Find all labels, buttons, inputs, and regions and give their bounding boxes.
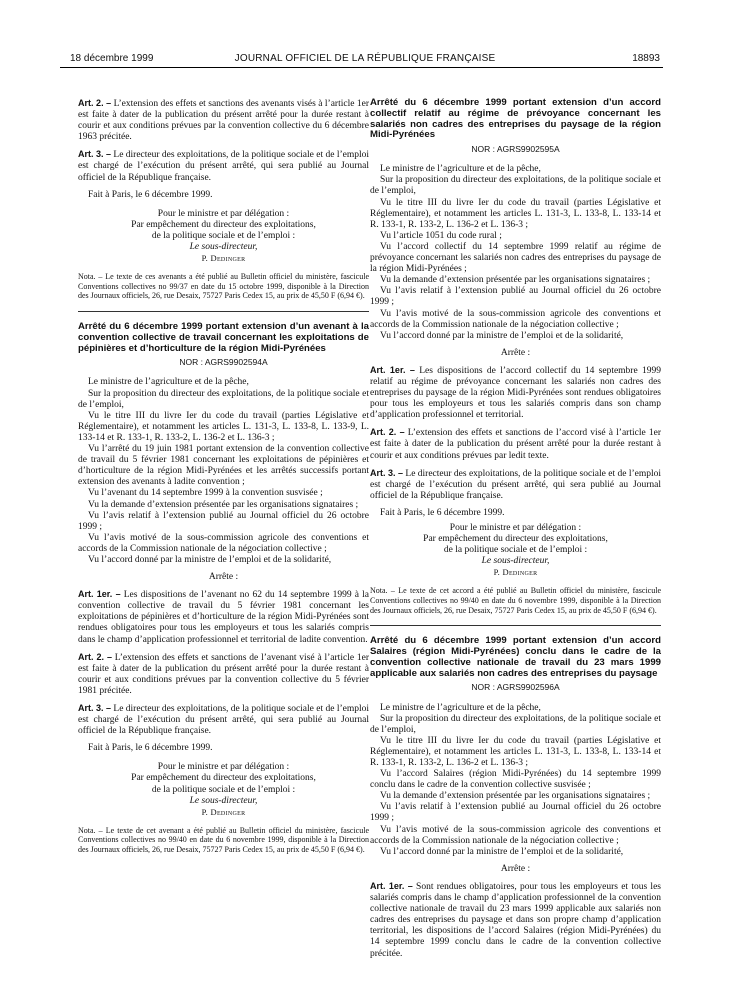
visa: Vu l’avis motivé de la sous-commission agricole des conventions et accords de la Commission nationale de la négociation collective ;: [370, 308, 661, 330]
visa: Le ministre de l’agriculture et de la pêche,: [380, 702, 541, 713]
right-column: [370, 98, 661, 966]
signature-line: Pour le ministre et par délégation :: [449, 523, 582, 533]
fait-a-paris: Fait à Paris, le 6 décembre 1999.: [88, 743, 213, 754]
signature-line: Par empêchement du directeur des exploitations,: [423, 534, 608, 545]
left-column: [78, 98, 369, 855]
visa: Vu l’accord donné par la ministre de l’emploi et de la solidarité,: [380, 846, 624, 857]
signature-line: de la politique sociale et de l’emploi :: [443, 545, 588, 556]
visa: Vu le titre III du livre Ier du code du travail (parties Législative et Réglementaire), et notamment les articles L. 131-3, L. 133-8, L. 133-9, L. 133-14 et R. 133-1, R. 133-2, L. 136-2 et L. 136-3 ;: [78, 410, 369, 443]
fait-a-paris: Fait à Paris, le 6 décembre 1999.: [88, 189, 213, 200]
fait-a-paris: Fait à Paris, le 6 décembre 1999.: [380, 507, 505, 518]
article-3: Art. 3. – Le directeur des exploitations, de la politique sociale et de l’emploi est chargé de l’exécution du présent arrêté, qui sera publié au Journal officiel de la République française.: [370, 467, 662, 501]
signatory-name: P. Dedinger: [493, 567, 538, 578]
signature-line: Par empêchement du directeur des exploitations,: [131, 219, 316, 230]
visa: Vu l’avis relatif à l’extension publié au Journal officiel du 26 octobre 1999 ;: [370, 802, 661, 824]
visa: Le ministre de l’agriculture et de la pêche,: [380, 164, 541, 175]
visa: Vu l’avis motivé de la sous-commission agricole des conventions et accords de la Commission nationale de la négociation collective ;: [370, 824, 661, 846]
visa: Vu l’avenant du 14 septembre 1999 à la convention susvisée ;: [88, 488, 323, 499]
nota: Nota. – Le texte de cet accord a été publié au Bulletin officiel du ministère, fascicule Conventions collectives no 99/40 en date du 6 novembre 1999, disponible à la Direction des Journaux officiels, 26, rue Desaix, 75727 Paris Cedex 15, au prix de 45,50 F (6,94 €).: [370, 586, 661, 615]
visa: Vu l’article 1051 du code rural ;: [380, 230, 502, 241]
visa: Vu la demande d’extension présentée par les organisations signataires ;: [380, 791, 651, 802]
visa: Le ministre de l’agriculture et de la pêche,: [88, 377, 249, 388]
decree-title: Arrêté du 6 décembre 1999 portant extension d’un accord Salaires (région Midi-Pyrénées) conclu dans le cadre de la convention collective nationale de travail du 23 mars 1999 applicable aux salariés non cadres des entreprises du paysage: [370, 635, 661, 679]
nor-reference: NOR : AGRS9902596A: [471, 682, 560, 693]
header-date: 18 décembre 1999: [70, 53, 154, 64]
nota: Nota. – Le texte de ces avenants a été publié au Bulletin officiel du ministère, fascicule Conventions collectives no 99/37 en date du 15 octobre 1999, disponible à la Direction des Journaux officiels, 26, rue Desaix, 75727 Paris Cedex 15, au prix de 45,50 F (6,94 €).: [78, 272, 369, 301]
visa: Vu l’avis motivé de la sous-commission agricole des conventions et accords de la Commission nationale de la négociation collective ;: [78, 532, 369, 554]
visa: Vu le titre III du livre Ier du code du travail (parties Législative et Réglementaire), et notamment les articles L. 131-3, L. 133-8, L. 133-14 et R. 133-1, R. 133-2, L. 136-2 et L. 136-3 ;: [370, 735, 661, 768]
visa: Vu le titre III du livre Ier du code du travail (parties Législative et Réglementaire), et notamment les articles L. 131-3, L. 133-8, L. 133-14 et R. 133-1, R. 133-2, L. 136-2 et L. 136-3 ;: [370, 197, 661, 230]
visa: Vu la demande d’extension présentée par les organisations signataires ;: [88, 499, 359, 510]
page-header: [70, 53, 660, 67]
visa: Vu l’accord collectif du 14 septembre 1999 relatif au régime de prévoyance concernant les salariés non cadres des entreprises du paysage de la région Midi-Pyrénées ;: [370, 241, 661, 275]
article-2: Art. 2. – L’extension des effets et sanctions des avenants visés à l’article 1er est faite à dater de la publication du présent arrêté pour la durée restant à courir et aux conditions prévues par la convention collective du 6 décembre 1963 précitée.: [78, 98, 369, 143]
visa: Vu l’accord donné par la ministre de l’emploi et de la solidarité,: [88, 554, 332, 565]
arrete-heading: Arrête :: [500, 863, 531, 874]
article-1: Art. 1er. – Les dispositions de l’accord collectif du 14 septembre 1999 relatif au régime de prévoyance concernant les salariés non cadres des entreprises du paysage de la région Midi-Pyrénées sont rendues obligatoires pour tous les employeurs et tous les salariés compris dans son champ d’application professionnel et territorial.: [370, 364, 661, 421]
visa: Vu l’avis relatif à l’extension publié au Journal officiel du 26 octobre 1999 ;: [370, 286, 661, 308]
signature-line: Le sous-directeur,: [189, 795, 258, 806]
signature-line: Par empêchement du directeur des exploitations,: [131, 773, 316, 784]
signature-line: Pour le ministre et par délégation :: [157, 208, 290, 219]
visa: Vu l’arrêté du 19 juin 1981 portant extension de la convention collective de travail du 5 février 1981 concernant les exploitations de pépinières et d’horticulture de la région Midi-Pyrénées et les arrêtés successifs portant extension des avenants à ladite convention ;: [78, 444, 369, 488]
section-divider: [370, 625, 661, 626]
article-1: Art. 1er. – Sont rendues obligatoires, pour tous les employeurs et tous les salariés compris dans le champ d’application professionnel de la convention collective nationale de travail du 23 mars 1999 applicable aux salariés non cadres des entreprises du paysage et dans son propre champ d’application territorial, les dispositions de l’accord Salaires (région Midi-Pyrénées) du 14 septembre 1999 conclu dans le cadre de la convention collective précitée.: [370, 880, 661, 959]
signature-line: Pour le ministre et par délégation :: [157, 762, 290, 773]
visa: Vu l’avis relatif à l’extension publié au Journal officiel du 26 octobre 1999 ;: [78, 510, 369, 532]
nota: Nota. – Le texte de cet avenant a été publié au Bulletin officiel du ministère, fascicule Conventions collectives no 99/40 en date du 6 novembre 1999, disponible à la Direction des Journaux officiels, 26, rue Desaix, 75727 Paris Cedex 15, au prix de 45,50 F (6,94 €).: [78, 825, 369, 855]
article-2: Art. 2. – L’extension des effets et sanctions de l’avenant visé à l’article 1er est faite à dater de la publication du présent arrêté pour la durée restant à courir et aux conditions prévues par la convention collective du 5 février 1981 précitée.: [78, 651, 370, 696]
visa: Vu l’accord donné par la ministre de l’emploi et de la solidarité,: [380, 330, 624, 341]
signature-line: de la politique sociale et de l’emploi :: [151, 784, 296, 795]
nor-reference: NOR : AGRS9902594A: [179, 357, 268, 368]
header-rule: [60, 67, 663, 68]
visa: Sur la proposition du directeur des exploitations, de la politique sociale et de l’emploi,: [370, 713, 661, 735]
article-1: Art. 1er. – Les dispositions de l’avenant no 62 du 14 septembre 1999 à la convention collective de travail du 5 février 1981 concernant les exploitations de pépinières et d’horticulture de la région Midi-Pyrénées sont rendues obligatoires pour tous les employeurs et tous les salariés compris dans le champ d’application professionnel et territorial de ladite convention.: [78, 589, 369, 645]
decree-title: Arrêté du 6 décembre 1999 portant extension d’un avenant à la convention collective de travail concernant les exploitations de pépinières et d’horticulture de la région Midi-Pyrénées: [78, 321, 369, 354]
section-divider: [78, 311, 369, 312]
visa: Sur la proposition du directeur des exploitations, de la politique sociale et de l’emploi,: [78, 388, 369, 410]
article-3: Art. 3. – Le directeur des exploitations, de la politique sociale et de l’emploi est chargé de l’exécution du présent arrêté, qui sera publié au Journal officiel de la République française.: [78, 149, 370, 183]
signature-line: de la politique sociale et de l’emploi :: [151, 230, 296, 241]
visa: Vu l’accord Salaires (région Midi-Pyrénées) du 14 septembre 1999 conclu dans le cadre de la convention collective susvisée ;: [370, 769, 661, 791]
article-3: Art. 3. – Le directeur des exploitations, de la politique sociale et de l’emploi est chargé de l’exécution du présent arrêté, qui sera publié au Journal officiel de la République française.: [78, 703, 370, 737]
signature-line: Le sous-directeur,: [481, 556, 550, 567]
signature-line: Le sous-directeur,: [189, 242, 258, 253]
signatory-name: P. Dedinger: [201, 806, 246, 817]
page-number: 18893: [632, 53, 660, 64]
nor-reference: NOR : AGRS9902595A: [471, 144, 560, 155]
journal-title: JOURNAL OFFICIEL DE LA RÉPUBLIQUE FRANÇAISE: [234, 53, 496, 64]
decree-title: Arrêté du 6 décembre 1999 portant extension d’un accord collectif relatif au régime de prévoyance concernant les salariés non cadres des entreprises du paysage de la région Midi-Pyrénées: [370, 97, 661, 141]
signatory-name: P. Dedinger: [201, 253, 246, 264]
arrete-heading: Arrête :: [500, 347, 531, 358]
arrete-heading: Arrête :: [208, 572, 239, 583]
article-2: Art. 2. – L’extension des effets et sanctions de l’accord visé à l’article 1er est faite à dater de la publication du présent arrêté pour la durée restant à courir et aux conditions prévues par ledit texte.: [370, 427, 661, 461]
visa: Sur la proposition du directeur des exploitations, de la politique sociale et de l’emploi,: [370, 175, 661, 197]
visa: Vu la demande d’extension présentée par les organisations signataires ;: [380, 275, 651, 286]
